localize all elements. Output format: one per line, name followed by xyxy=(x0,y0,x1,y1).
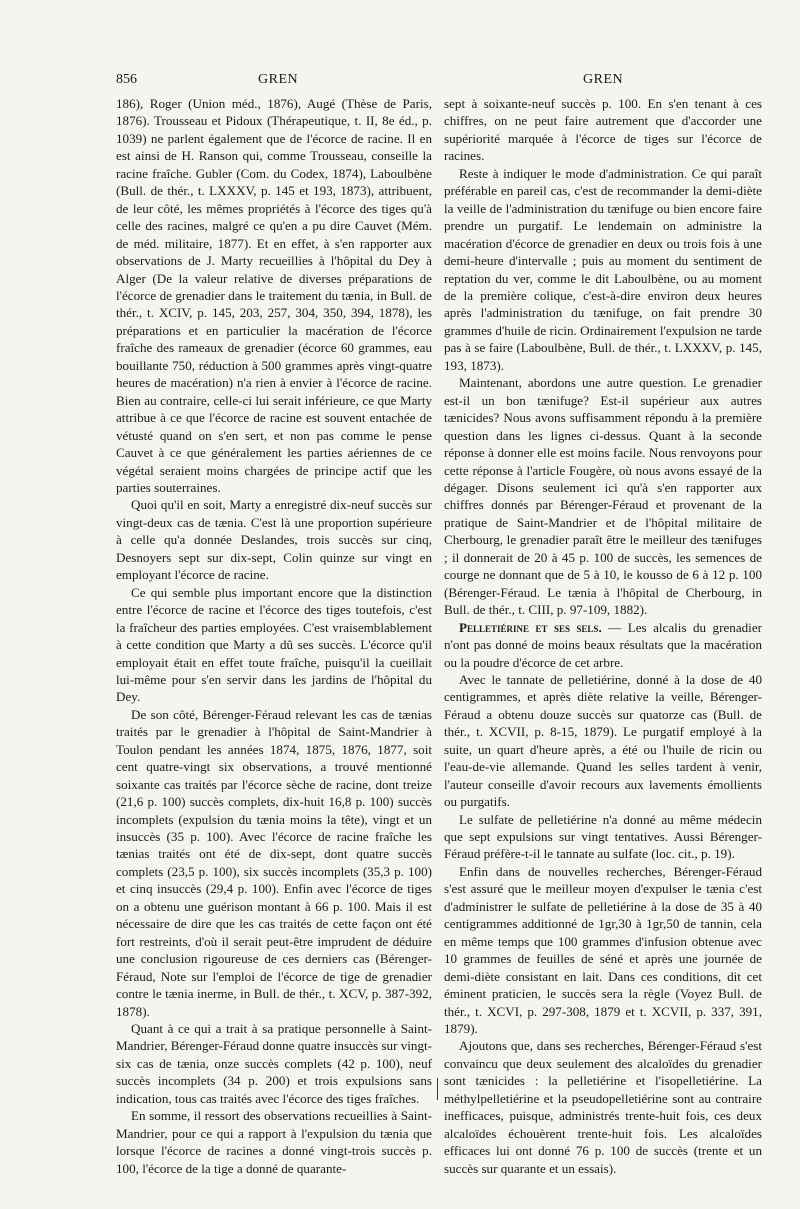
paragraph: Le sulfate de pelletiérine n'a donné au même médecin que sept expulsions sur vingt tentatives. Aussi Bérenger-Féraud préfère-t-il le tannate au sulfate (loc. cit., p. 19). xyxy=(444,811,762,862)
page-number: 856 xyxy=(116,72,137,87)
paragraph: 186), Roger (Union méd., 1876), Augé (Thèse de Paris, 1876). Trousseau et Pidoux (Thérapeutique, t. II, 8e éd., p. 1039) ne parlent également que de l'écorce de racine. Il en est ainsi de H. Ranson qui, comme Trousseau, conseille la racine fraîche. Gubler (Com. du Codex, 1874), Laboulbène (Bull. de thér., t. LXXXV, p. 145 et 193, 1873), attribuent, de leur côté, les mêmes propriétés à l'écorce des tiges qu'à celle des racines, malgré ce qu'en a pu dire Cauvet (Mém. de méd. militaire, 1877). Et en effet, à s'en rapporter aux observations de J. Marty recueillies à l'hôpital du Dey à Alger (De la valeur relative de diverses préparations de l'écorce de grenadier dans le traitement du tænia, in Bull. de thér., t. XCIV, p. 145, 203, 257, 304, 350, 394, 1878), les préparations et en particulier la macération de l'écorce fraîche des rameaux de grenadier (écorce 60 grammes, eau bouillante 750, réduction à 500 grammes après vingt-quatre heures de macération) n'a rien à envier à l'écorce de racine. Bien au contraire, celle-ci lui serait inférieure, ce que Marty attribue à ce que l'écorce de racine est souvent entachée de vétusté quand on s'en sert, et non pas comme le pense Cauvet à ce que généralement les parties aériennes de ce végétal seraient moins chargées de principe actif que les parties souterraines. xyxy=(116,96,432,495)
running-header xyxy=(0,72,800,94)
paragraph: De son côté, Bérenger-Féraud relevant les cas de tænias traités par le grenadier à l'hôpital de Saint-Mandrier à Toulon pendant les années 1874, 1875, 1876, 1877, soit cent quatre-vingt six observations, a trouvé mentionné soixante cas traités par l'écorce sèche de racine, dont treize (21,6 p. 100) succès complets, dix-huit 16,8 p. 100) succès incomplets (expulsion du tænia moins la tête), vingt et un insuccès (35 p. 100). Avec l'écorce de racine fraîche les tænias traités ont été de dix-sept, dont quatre succès complets (23,5 p. 100), six succès incomplets (35,3 p. 100) et cinq insuccès (29,4 p. 100). Enfin avec l'écorce de tiges on a obtenu une guérison montant à 66 p. 100. Mais il est nécessaire de dire que les cas traités de cette façon ont été fort restreints, d'où il serait peut-être imprudent de déduire une conclusion rigoureuse de ces derniers cas (Bérenger-Féraud, Note sur l'emploi de l'écorce de tige de grenadier contre le tænia inerme, in Bull. de thér., t. XCV, p. 387-392, 1878). xyxy=(116,706,432,1019)
paragraph: Enfin dans de nouvelles recherches, Bérenger-Féraud s'est assuré que le meilleur moyen d'expulser le tænia c'est d'administrer le sulfate de pelletiérine à la dose de 35 à 40 centigrammes additionné de 1gr,30 à 1gr,50 de tannin, cela en même temps que 100 grammes d'infusion obtenue avec 10 grammes de feuilles de séné et après une journée de demi-diète consistant en lait. Dans ces conditions, dit cet éminent praticien, le succès sera la règle (Voyez Bull. de thér., t. XCVI, p. 297-308, 1879 et t. XCVII, p. 337, 391, 1879). xyxy=(444,863,762,1037)
paragraph: Quant à ce qui a trait à sa pratique personnelle à Saint-Mandrier, Bérenger-Féraud donne quatre insuccès sur vingt-six cas de tænia, onze succès complets (42 p. 100), neuf succès incomplets (34 p. 200) et trois expulsions sans indication, tous cas traités avec l'écorce des tiges fraîches. xyxy=(116,1021,432,1106)
running-title-left: GREN xyxy=(258,72,299,87)
paragraph: Ce qui semble plus important encore que la distinction entre l'écorce de racine et l'écorce des tiges toutefois, c'est la fraîcheur des parties employées. C'est vraisemblablement à cette condition que Marty a dû ses succès. L'écorce qu'il employait était en effet toute fraîche, puisqu'il la cueillait lui-même pour s'en servir dans les jardins de l'hôpital du Dey. xyxy=(116,584,432,705)
right-column xyxy=(444,95,762,1177)
paragraph: Quoi qu'il en soit, Marty a enregistré dix-neuf succès sur vingt-deux cas de tænia. C'est là une proportion supérieure à celle qu'a donnée Deslandes, trois succès sur cinq, Desnoyers sept sur dix-sept, Colin quinze sur vingt en employant l'écorce de racine. xyxy=(116,497,432,583)
section-paragraph xyxy=(444,619,762,671)
running-title-right: GREN xyxy=(583,72,624,87)
paragraph: Ajoutons que, dans ses recherches, Bérenger-Féraud s'est convaincu que deux seulement des alcaloïdes du grenadier sont tænicides : la pelletiérine et l'isopelletiérine. La méthylpelletiérine et la pseudopelletiérine sont au contraire inefficaces, puisque, administrés trente-huit fois, ces deux alcaloïdes échouèrent trente-huit fois. Les alcaloïdes efficaces lui ont donné 76 p. 100 de succès (trente et un succès sur quarante et un essais). xyxy=(444,1038,762,1176)
section-heading: Pelletiérine et ses sels. xyxy=(459,619,602,635)
column-divider xyxy=(437,1078,438,1100)
paragraph: En somme, il ressort des observations recueillies à Saint-Mandrier, pour ce qui a rapport à l'expulsion du tænia que lorsque l'écorce de racines a donné vingt-trois succès p. 100, l'écorce de la tige a donné de quarante- xyxy=(116,1108,432,1176)
paragraph: sept à soixante-neuf succès p. 100. En s'en tenant à ces chiffres, on ne peut faire autrement que d'accorder une supériorité marquée à l'écorce de tiges sur l'écorce de racines. xyxy=(444,96,762,164)
paragraph: Maintenant, abordons une autre question. Le grenadier est-il un bon tænifuge? Est-il supérieur aux autres tænicides? Nous avons suffisamment répondu à la première question dans les lignes ci-dessus. Quant à la seconde réponse à donner elle est moins facile. Nous renvoyons pour cette réponse à l'article Fougère, où nous avons essayé de la dégager. Disons seulement ici qu'à s'en rapporter aux chiffres donnés par Bérenger-Féraud et provenant de la pratique de Saint-Mandrier et de l'hôpital militaire de Cherbourg, le grenadier paraît être le meilleur des tænifuges ; il donnerait de 20 à 45 p. 100 de succès, les semences de courge ne donnant que de 5 à 10, le kousso de 6 à 12 p. 100 (Bérenger-Féraud. Le tænia à l'hôpital de Cherbourg, in Bull. de thér., t. CIII, p. 97-109, 1882). xyxy=(444,375,762,618)
paragraph-text: — Les alcalis du grenadier n'ont pas donné de moins beaux résultats que la macération ou la poudre d'écorce de cet arbre. xyxy=(444,619,762,670)
paragraph: Reste à indiquer le mode d'administration. Ce qui paraît préférable en pareil cas, c'est de recommander la demi-diète la veille de l'administration du tænifuge ou bien encore faire prendre un purgatif. Le lendemain on administre la macération d'écorce de grenadier en deux ou trois fois à une demi-heure d'intervalle ; puis au moment du sentiment de reptation du ver, comme le dit Laboulbène, ou au moment de la première colique, c'est-à-dire environ deux heures après l'administration du tænifuge, on fait prendre 30 grammes d'huile de ricin. Ordinairement l'expulsion ne tarde pas à se faire (Laboulbène, Bull. de thér., t. LXXXV, p. 145, 193, 1873). xyxy=(444,165,762,373)
left-column xyxy=(116,95,432,1177)
paragraph: Avec le tannate de pelletiérine, donné à la dose de 40 centigrammes, et après diète relative la veille, Bérenger-Féraud a obtenu douze succès sur quatorze cas (Bull. de thér., t. XCVII, p. 8-15, 1879). Le purgatif employé à la suite, un quart d'heure après, a été ou l'huile de ricin ou l'eau-de-vie allemande. Quand les selles tardent à venir, l'auteur conseille d'avoir recours aux lavements émollients ou purgatifs. xyxy=(444,671,762,810)
